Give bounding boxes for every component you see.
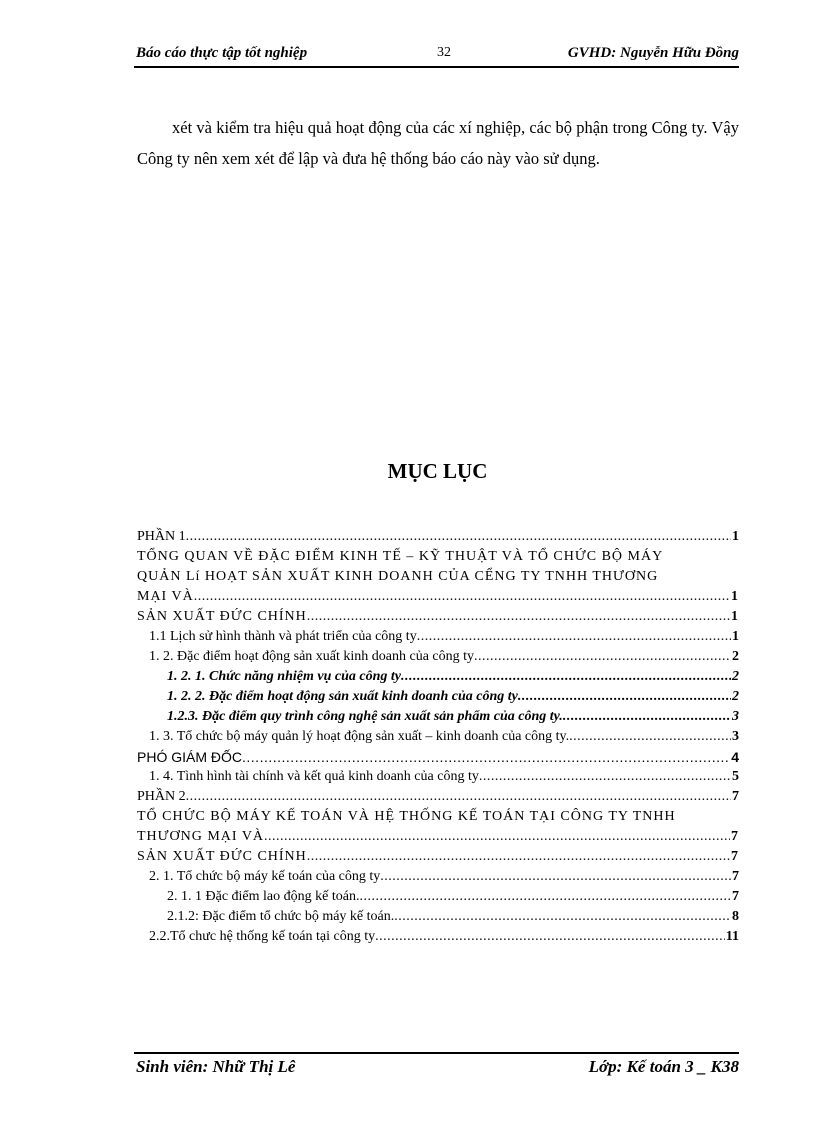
toc-leader <box>401 667 731 687</box>
footer-divider <box>134 1052 739 1054</box>
toc-entry-label: 1. 2. 2. Đặc điểm hoạt động sản xuất kinh doanh của công ty <box>167 689 518 704</box>
page-footer <box>134 1057 739 1079</box>
toc-entry-1-3[interactable] <box>137 727 739 747</box>
toc-entry-label: 1. 4. Tình hình tài chính và kết quả kinh doanh của công ty <box>149 769 479 784</box>
toc-leader <box>518 687 731 707</box>
toc-leader <box>569 727 731 747</box>
toc-entry-pho-giam-doc[interactable] <box>137 747 739 767</box>
toc-entry-part2-heading[interactable] <box>137 827 739 847</box>
toc-entry-label: SẢN XUẤT ĐỨC CHÍNH <box>137 849 307 864</box>
toc-entry-part1-company[interactable] <box>137 607 739 627</box>
toc-entry-part2[interactable] <box>137 787 739 807</box>
toc-entry-label: 1. 2. 1. Chức năng nhiệm vụ của công ty <box>167 669 401 684</box>
header-supervisor: GVHD: Nguyễn Hữu Đồng <box>567 45 739 61</box>
toc-entry-label: SẢN XUẤT ĐỨC CHÍNH <box>137 609 307 624</box>
toc-entry-part1-heading[interactable] <box>137 587 739 607</box>
footer-student-name: Sinh viên: Nhữ Thị Lê <box>136 1057 296 1076</box>
header-report-title: Báo cáo thực tập tốt nghiệp <box>136 45 308 61</box>
toc-page-number: 1 <box>731 589 739 604</box>
toc-leader <box>394 907 731 927</box>
table-of-contents <box>137 527 739 947</box>
toc-leader <box>380 867 731 887</box>
toc-page-number: 7 <box>732 869 739 884</box>
toc-leader <box>307 607 730 627</box>
toc-page-number: 11 <box>725 929 739 944</box>
toc-entry-1-2[interactable] <box>137 647 739 667</box>
toc-heading-line: TỔ CHỨC BỘ MÁY KẾ TOÁN VÀ HỆ THỐNG KẾ TOÁN TẠI CÔNG TY TNHH <box>137 809 676 824</box>
toc-page-number: 7 <box>732 789 739 804</box>
toc-entry-label: 1. 3. Tổ chức bộ máy quản lý hoạt động sản xuất – kinh doanh của công ty. <box>149 729 570 744</box>
toc-leader <box>417 627 731 647</box>
toc-leader <box>186 787 731 807</box>
toc-page-number: 1 <box>731 609 739 624</box>
toc-leader <box>242 747 730 767</box>
toc-entry-2-2[interactable] <box>137 927 739 947</box>
toc-entry-label: PHẦN 2 <box>137 789 186 804</box>
toc-page-number: 5 <box>732 769 739 784</box>
toc-entry-label: PHÓ GIÁM ĐỐC <box>137 749 243 765</box>
toc-page-number: 2 <box>732 689 739 704</box>
toc-page-number: 3 <box>732 729 739 744</box>
toc-page-number: 7 <box>731 829 739 844</box>
toc-entry-1-2-1[interactable] <box>137 667 739 687</box>
toc-entry-1-4[interactable] <box>137 767 739 787</box>
body-text <box>137 112 739 174</box>
toc-leader <box>307 847 730 867</box>
body-paragraph: xét và kiểm tra hiệu quả hoạt động của các xí nghiệp, các bộ phận trong Công ty. Vậy Công ty nên xem xét để lập và đưa hệ thống báo cáo này vào sử dụng. <box>137 118 739 168</box>
toc-page-number: 2 <box>732 649 739 664</box>
toc-entry-label: PHẦN 1 <box>137 529 186 544</box>
toc-entry-1-2-3[interactable] <box>137 707 739 727</box>
toc-entry-1-1[interactable] <box>137 627 739 647</box>
toc-heading-line: QUẢN Lí HOẠT SẢN XUẤT KINH DOANH CỦA CỂNG TY TNHH THƯƠNG <box>137 569 659 584</box>
toc-entry-1-2-2[interactable] <box>137 687 739 707</box>
toc-entry-label: 2. 1. Tổ chức bộ máy kế toán của công ty <box>149 869 381 884</box>
toc-page-number: 1 <box>732 629 739 644</box>
toc-entry-label: 1.1 Lịch sử hình thành và phát triển của công ty <box>149 629 417 644</box>
header-page-number: 32 <box>437 45 451 60</box>
toc-page-number: 7 <box>731 849 739 864</box>
toc-leader <box>264 827 730 847</box>
toc-leader <box>186 527 731 547</box>
toc-leader <box>194 587 730 607</box>
toc-entry-2-1-1[interactable] <box>137 887 739 907</box>
toc-page-number: 2 <box>732 669 739 684</box>
toc-leader <box>359 887 731 907</box>
toc-entry-label: THƯƠNG MẠI VÀ <box>137 829 265 844</box>
toc-page-number: 8 <box>732 909 739 924</box>
toc-page-number: 7 <box>732 889 739 904</box>
toc-entry-label: 1. 2. Đặc điểm hoạt động sản xuất kinh doanh của công ty <box>149 649 475 664</box>
toc-entry-2-1-2[interactable] <box>137 907 739 927</box>
toc-entry-label: 2. 1. 1 Đặc điểm lao động kế toán. <box>167 889 360 904</box>
toc-page-number: 4 <box>731 749 739 765</box>
header-divider <box>134 66 739 68</box>
footer-class: Lớp: Kế toán 3 _ K38 <box>588 1057 739 1076</box>
toc-leader <box>375 927 725 947</box>
toc-entry-label: MẠI VÀ <box>137 589 194 604</box>
page-header <box>134 45 739 65</box>
toc-entry-2-1[interactable] <box>137 867 739 887</box>
toc-page-number: 3 <box>732 709 739 724</box>
toc-leader <box>474 647 731 667</box>
toc-entry-part2-company[interactable] <box>137 847 739 867</box>
toc-leader <box>479 767 731 787</box>
toc-entry-label: 2.2.Tổ chưc hệ thống kế toán tại công ty <box>149 929 376 944</box>
toc-heading-line: TỔNG QUAN VỀ ĐẶC ĐIỂM KINH TẾ – KỸ THUẬT VÀ TỔ CHỨC BỘ MÁY <box>137 549 664 564</box>
toc-entry-label: 2.1.2: Đặc điểm tổ chức bộ máy kế toán. <box>167 909 395 924</box>
toc-title: MỤC LỤC <box>387 459 488 483</box>
toc-leader <box>563 707 731 727</box>
toc-entry-label: 1.2.3. Đặc điểm quy trình công nghệ sản xuất sản phẩm của công ty. <box>167 709 563 724</box>
toc-entry-part1[interactable] <box>137 527 739 547</box>
toc-page-number: 1 <box>732 529 739 544</box>
